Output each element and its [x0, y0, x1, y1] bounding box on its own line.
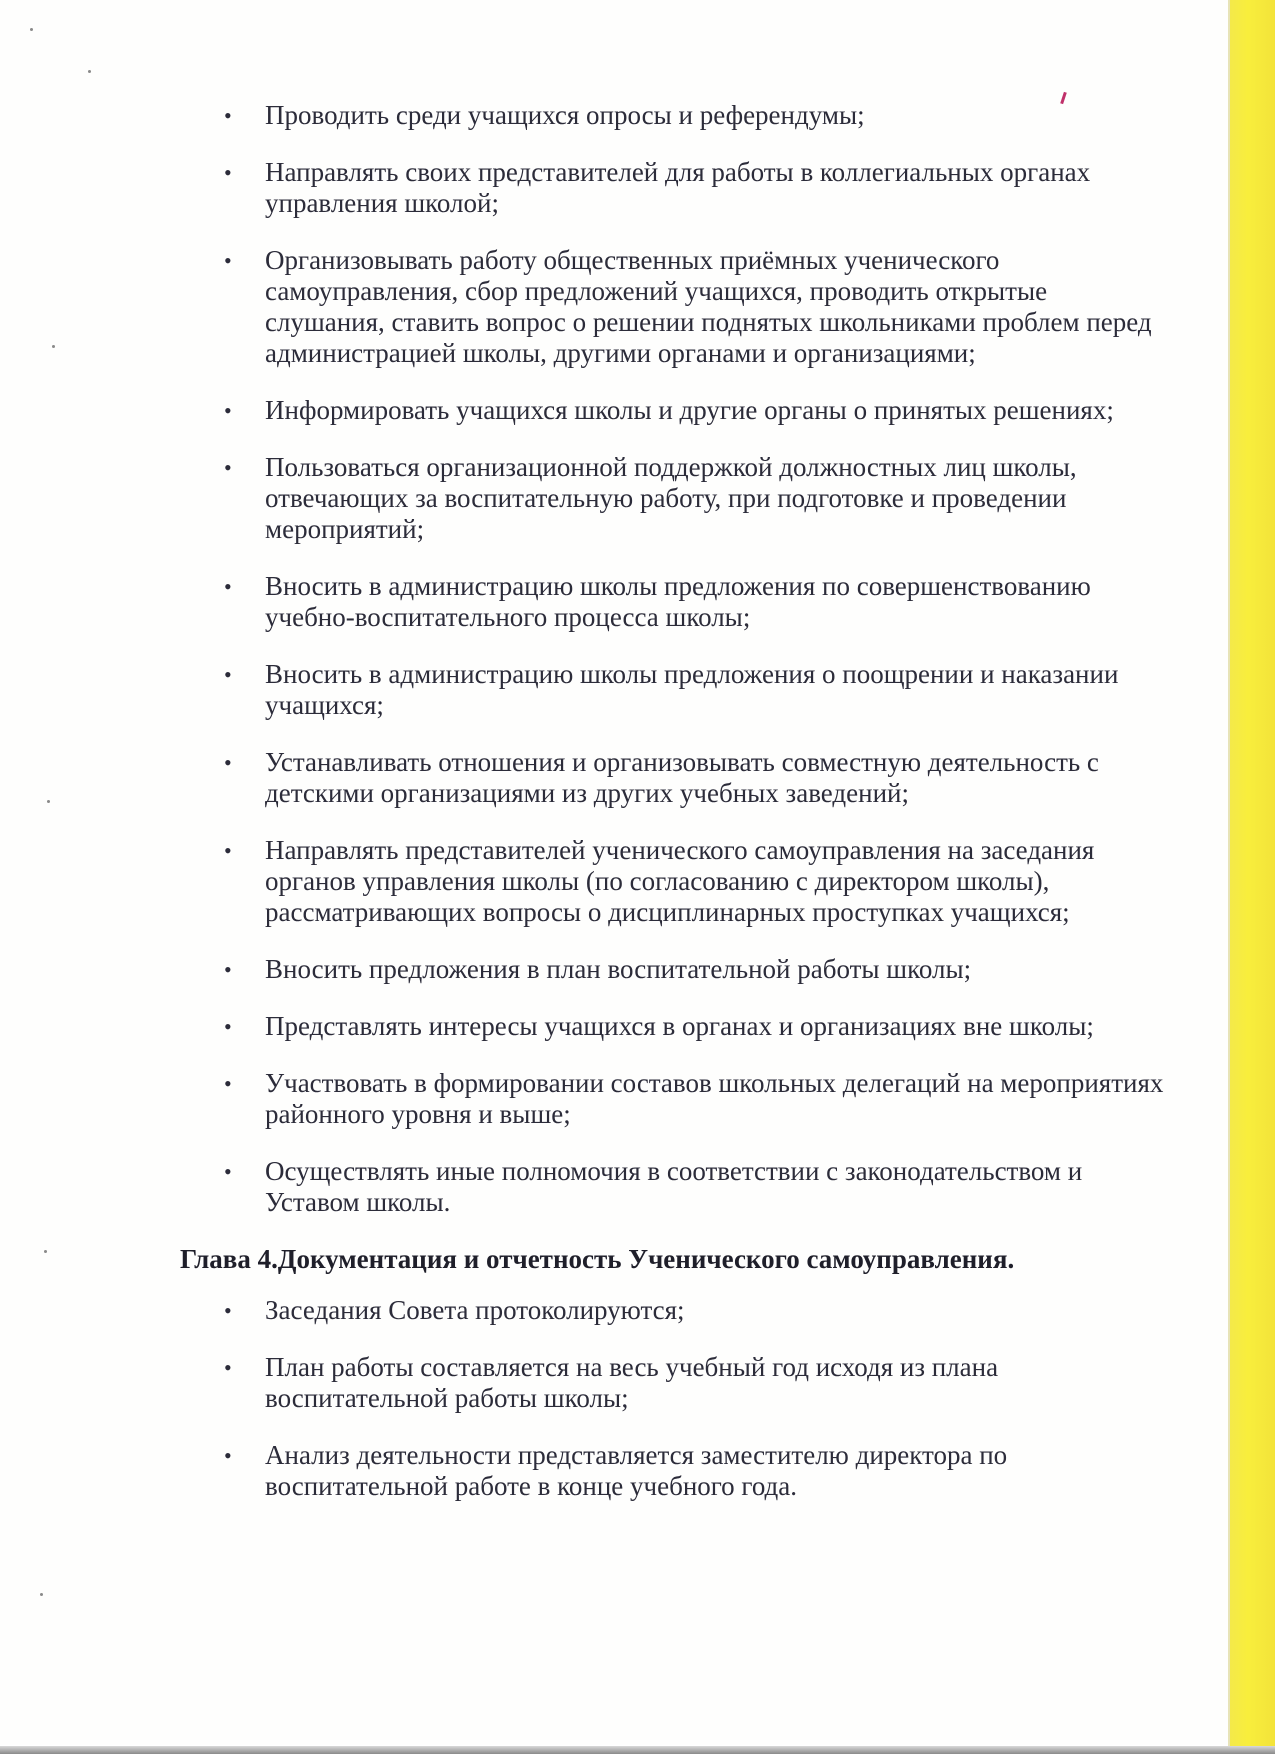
list-item: • План работы составляется на весь учебный год исходя из плана воспитательной работы школы;	[224, 1352, 999, 1413]
yellow-page-edge	[1230, 0, 1275, 1754]
bullet: •	[224, 1298, 232, 1323]
scan-speck	[47, 800, 50, 803]
bullet: •	[224, 1071, 232, 1096]
scan-speck	[30, 28, 33, 31]
documentation-list	[180, 1295, 1170, 1502]
document-content	[180, 100, 1170, 1528]
bullet: •	[224, 1443, 232, 1468]
rights-list	[180, 100, 1170, 1218]
bullet: •	[224, 160, 232, 185]
list-item: • Вносить предложения в план воспитательной работы школы;	[224, 954, 972, 984]
list-item: • Проводить среди учащихся опросы и референдумы;	[224, 100, 865, 130]
list-item: • Направлять своих представителей для работы в коллегиальных органах управления школой;	[224, 157, 1091, 218]
bullet: •	[224, 103, 232, 128]
bullet: •	[224, 1014, 232, 1039]
scan-speck	[52, 345, 55, 348]
bullet: •	[224, 248, 232, 273]
list-item: • Организовывать работу общественных приёмных ученического самоуправления, сбор предложений учащихся, проводить открытые слушания, ставить вопрос о решении поднятых школьниками проблем перед администрацией школы, другими органами и организациями;	[224, 245, 1152, 368]
bullet: •	[224, 750, 232, 775]
list-item: • Осуществлять иные полномочия в соответствии с законодательством и Уставом школы.	[224, 1156, 1083, 1217]
scan-speck	[44, 1250, 47, 1253]
bullet: •	[224, 1159, 232, 1184]
bullet: •	[224, 398, 232, 423]
scan-speck	[88, 70, 91, 73]
bullet: •	[224, 957, 232, 982]
list-item: • Направлять представителей ученического самоуправления на заседания органов управления школы (по согласованию с директором школы), рассматривающих вопросы о дисциплинарных проступках учащихся;	[224, 835, 1095, 927]
list-item: • Вносить в администрацию школы предложения о поощрении и наказании учащихся;	[224, 659, 1119, 720]
bullet: •	[224, 662, 232, 687]
list-item: • Вносить в администрацию школы предложения по совершенствованию учебно-воспитательного процесса школы;	[224, 571, 1091, 632]
list-item: • Анализ деятельности представляется заместителю директора по воспитательной работе в конце учебного года.	[224, 1440, 1008, 1501]
scan-speck	[40, 1593, 43, 1596]
bullet: •	[224, 1355, 232, 1380]
bottom-scan-edge	[0, 1746, 1275, 1754]
list-item: • Пользоваться организационной поддержкой должностных лиц школы, отвечающих за воспитательную работу, при подготовке и проведении мероприятий;	[224, 452, 1077, 544]
bullet: •	[224, 838, 232, 863]
list-item: • Представлять интересы учащихся в органах и организациях вне школы;	[224, 1011, 1094, 1041]
list-item: • Устанавливать отношения и организовывать совместную деятельность с детскими организациями из других учебных заведений;	[224, 747, 1099, 808]
chapter-4-heading: Глава 4.Документация и отчетность Ученического самоуправления.	[180, 1244, 1015, 1274]
list-item: • Участвовать в формировании составов школьных делегаций на мероприятиях районного уровня и выше;	[224, 1068, 1164, 1129]
bullet: •	[224, 455, 232, 480]
list-item: • Заседания Совета протоколируются;	[224, 1295, 685, 1325]
list-item: • Информировать учащихся школы и другие органы о принятых решениях;	[224, 395, 1114, 425]
bullet: •	[224, 574, 232, 599]
